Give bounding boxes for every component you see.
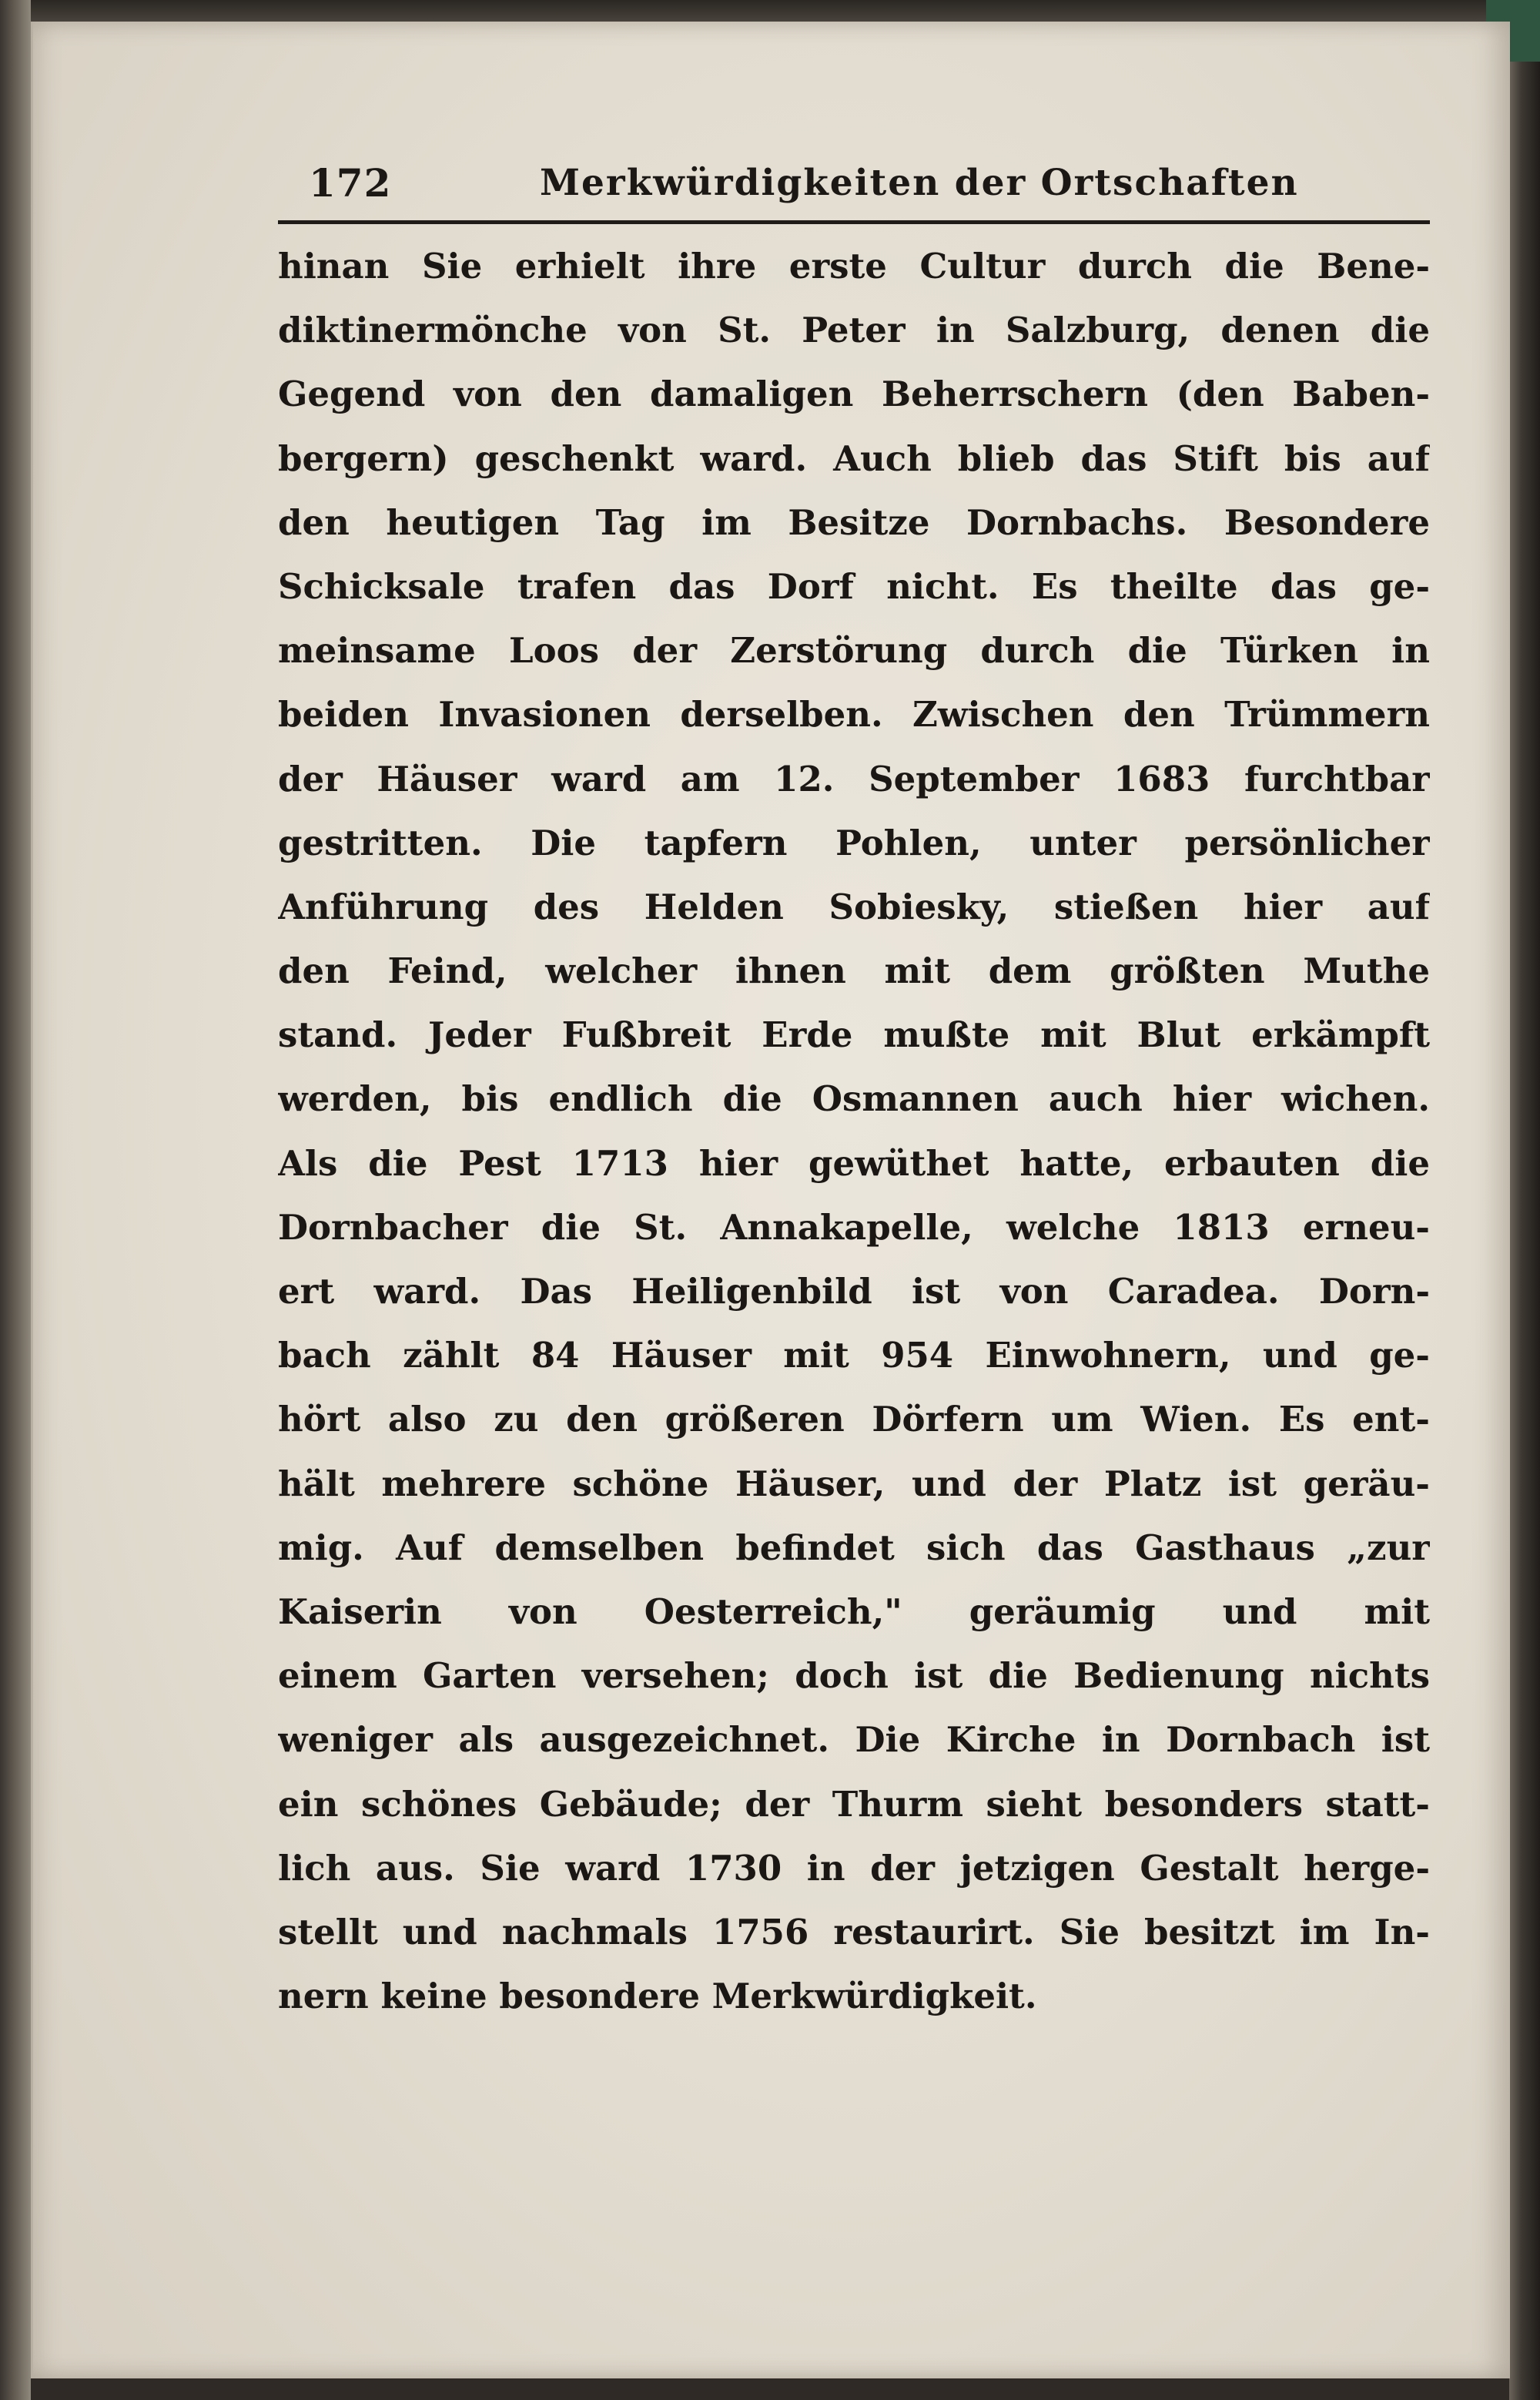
running-title: Merkwürdigkeiten der Ortschaften	[540, 162, 1299, 204]
text-line: Schicksale trafen das Dorf nicht. Es theilte das ge-	[278, 565, 1430, 607]
book-page	[31, 22, 1510, 2378]
text-line: den Feind, welcher ihnen mit dem größten Muthe	[278, 950, 1430, 992]
book-cover-left-edge	[0, 0, 31, 2400]
text-line: diktinermönche von St. Peter in Salzburg, denen die	[278, 310, 1430, 351]
text-line: bach zählt 84 Häuser mit 954 Einwohnern, und ge-	[278, 1335, 1430, 1376]
text-line: Kaiserin von Oesterreich," geräumig und mit	[278, 1591, 1430, 1632]
text-line: lich aus. Sie ward 1730 in der jetzigen Gestalt herge-	[278, 1847, 1430, 1889]
text-line: hält mehrere schöne Häuser, und der Platz ist geräu-	[278, 1463, 1430, 1504]
text-line: stand. Jeder Fußbreit Erde mußte mit Blut erkämpft	[278, 1014, 1430, 1056]
text-line: mig. Auf demselben befindet sich das Gasthaus „zur	[278, 1527, 1430, 1568]
page-number: 172	[309, 160, 392, 206]
text-line: der Häuser ward am 12. September 1683 furchtbar	[278, 758, 1430, 799]
text-line: stellt und nachmals 1756 restaurirt. Sie besitzt im In-	[278, 1911, 1430, 1953]
text-line: ert ward. Das Heiligenbild ist von Caradea. Dorn-	[278, 1271, 1430, 1312]
text-line: Dornbacher die St. Annakapelle, welche 1813 erneu-	[278, 1206, 1430, 1248]
text-line: hört also zu den größeren Dörfern um Wien. Es ent-	[278, 1399, 1430, 1440]
text-line: bergern) geschenkt ward. Auch blieb das Stift bis auf	[278, 437, 1430, 479]
text-line: nern keine besondere Merkwürdigkeit.	[278, 1976, 1037, 2017]
text-line: Gegend von den damaligen Beherrschern (den Baben-	[278, 374, 1430, 415]
text-line: werden, bis endlich die Osmannen auch hier wichen.	[278, 1078, 1430, 1120]
book-cover-right-edge	[1509, 0, 1540, 2400]
text-line: weniger als ausgezeichnet. Die Kirche in Dornbach ist	[278, 1719, 1430, 1761]
body-text	[278, 234, 1430, 2028]
text-line: meinsame Loos der Zerstörung durch die Türken in	[278, 630, 1430, 672]
text-line: ein schönes Gebäude; der Thurm sieht besonders statt-	[278, 1783, 1430, 1825]
text-line: Anführung des Helden Sobiesky, stießen hier auf	[278, 886, 1430, 927]
page-header	[278, 154, 1430, 224]
text-line: einem Garten versehen; doch ist die Bedienung nichts	[278, 1655, 1430, 1697]
book-cover-top-edge	[0, 0, 1540, 23]
text-line: hinan Sie erhielt ihre erste Cultur durch die Bene-	[278, 246, 1430, 287]
text-line: den heutigen Tag im Besitze Dornbachs. Besondere	[278, 501, 1430, 543]
text-line: beiden Invasionen derselben. Zwischen den Trümmern	[278, 694, 1430, 736]
text-line: gestritten. Die tapfern Pohlen, unter persönlicher	[278, 822, 1430, 863]
text-line: Als die Pest 1713 hier gewüthet hatte, erbauten die	[278, 1142, 1430, 1184]
